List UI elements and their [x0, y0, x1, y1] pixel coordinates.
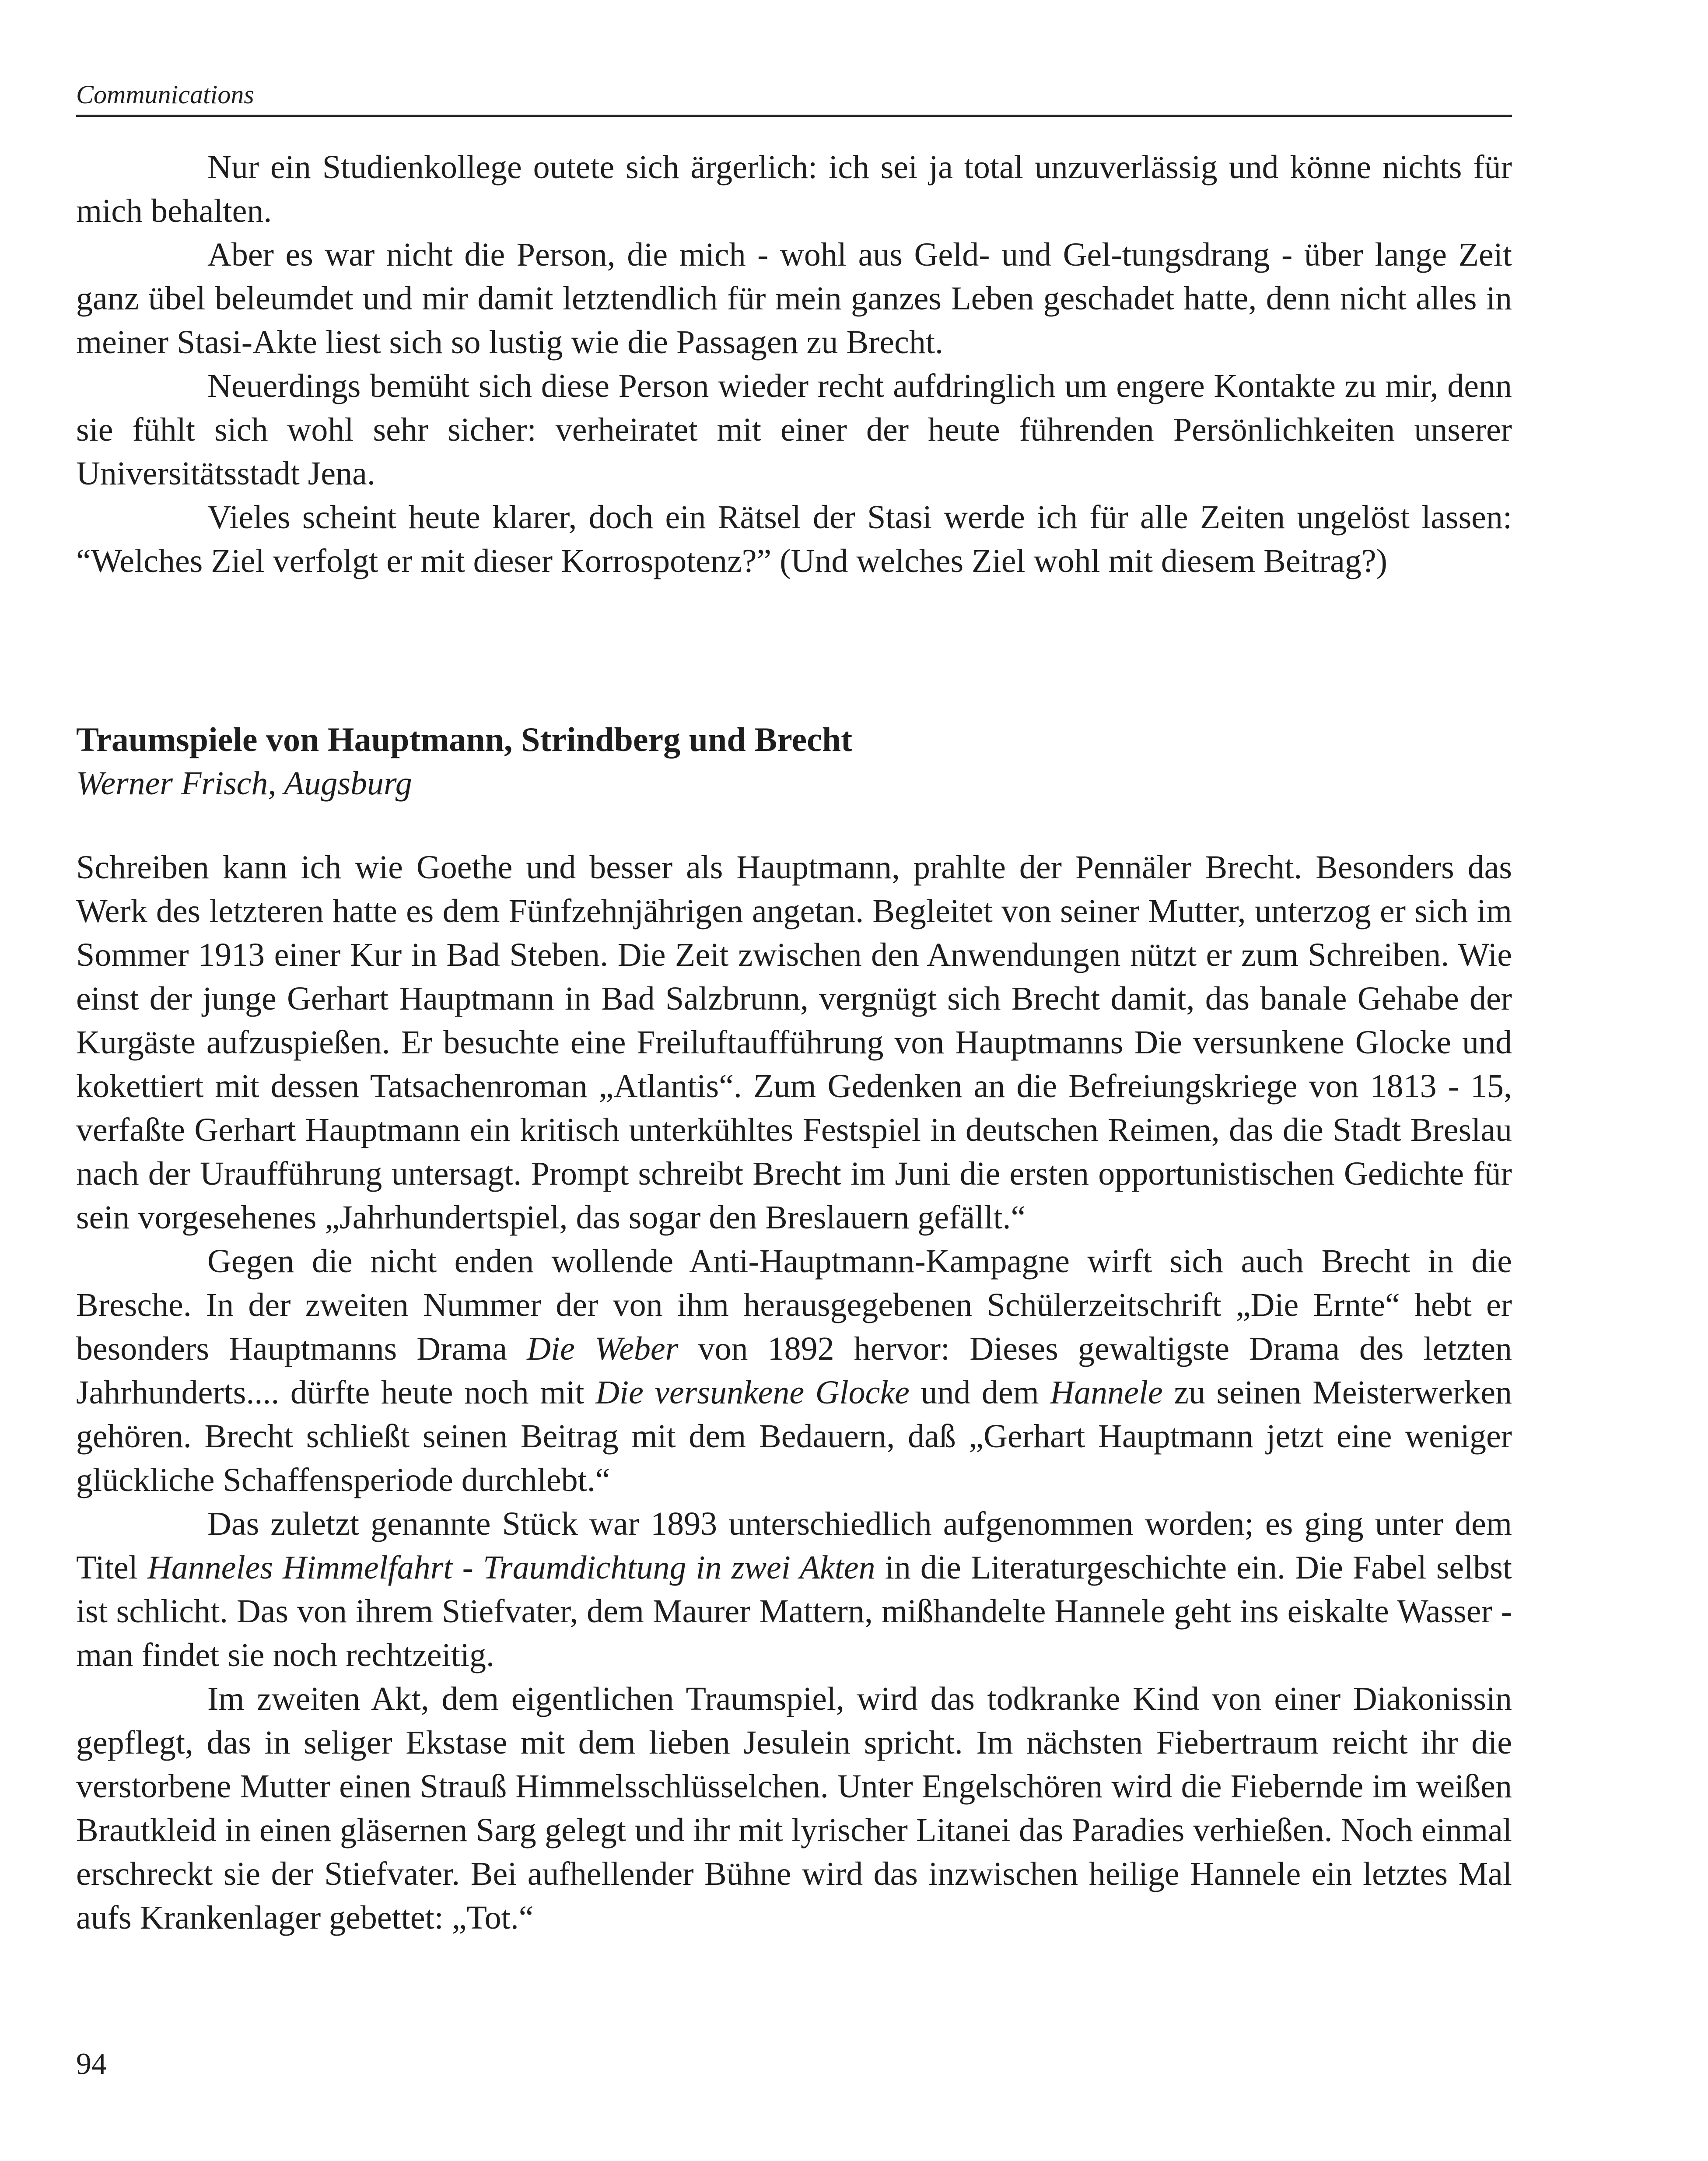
work-title: Hanneles Himmelfahrt - Traumdichtung in zwei Akten — [147, 1549, 875, 1586]
paragraph: Neuerdings bemüht sich diese Person wieder recht aufdringlich um engere Kontakte zu mir, denn sie fühlt sich wohl sehr sicher: verheiratet mit einer der heute führenden Persönlichkeiten unserer Universitätsstadt Jena. — [76, 368, 1512, 492]
text-run: und dem — [909, 1374, 1050, 1411]
text-run: zu seinen Meisterwerken gehören. Brecht schließt seinen Beitrag mit dem Bedauern, daß „Gerhart Hauptmann jetzt eine weniger glückliche Schaffensperiode durchlebt.“ — [76, 1374, 1512, 1498]
page-number: 94 — [76, 2047, 107, 2081]
paragraph: Im zweiten Akt, dem eigentlichen Traumspiel, wird das todkranke Kind von einer Diakonissin gepflegt, das in seliger Ekstase mit dem lieben Jesulein spricht. Im nächsten Fiebertraum reicht ihr die verstorbene Mutter einen Strauß Himmelsschlüsselchen. Unter Engelschören wird die Fiebernde im weißen Brautkleid in einen gläsernen Sarg gelegt und ihr mit lyrischer Litanei das Paradies verhießen. Noch einmal erschreckt sie der Stiefvater. Bei aufhellender Bühne wird das inzwischen heilige Hannele ein letztes Mal aufs Krankenlager gebettet: „Tot.“ — [76, 1680, 1512, 1936]
text-run: von 1892 hervor: Dieses gewaltigste Drama des letzten Jahrhunderts.... dürfte heute noch mit — [76, 1330, 1512, 1411]
article-author: Werner Frisch, Augsburg — [76, 765, 412, 802]
paragraph — [76, 1239, 1512, 1502]
paragraph — [76, 1502, 1512, 1677]
paragraph: Nur ein Studienkollege outete sich ärgerlich: ich sei ja total unzuverlässig und könne nichts für mich behalten. — [76, 149, 1512, 229]
text-run: in die Literaturgeschichte ein. Die Fabel selbst ist schlicht. Das von ihrem Stiefvater, dem Maurer Mattern, mißhandelte Hannele geht ins eiskalte Wasser - man findet sie noch rechtzeitig. — [76, 1549, 1512, 1673]
paragraph: Vieles scheint heute klarer, doch ein Rätsel der Stasi werde ich für alle Zeiten ungelöst lassen: “Welches Ziel verfolgt er mit dieser Korrospotenz?” (Und welches Ziel wohl mit diesem Beitrag?) — [76, 499, 1512, 579]
text-run: Das zuletzt genannte Stück war 1893 unterschiedlich aufgenommen worden; es ging unter dem Titel — [76, 1505, 1512, 1586]
text-run: Gegen die nicht enden wollende Anti-Hauptmann-Kampagne wirft sich auch Brecht in die Bresche. In der zweiten Nummer der von ihm herausgegebenen Schülerzeitschrift „Die Ernte“ hebt er besonders Hauptmanns Drama — [76, 1243, 1512, 1367]
article-body — [76, 845, 1512, 1940]
header-rule — [76, 115, 1512, 117]
document-page — [76, 0, 1512, 2161]
work-title: Hannele — [1050, 1374, 1163, 1411]
previous-article-ending — [76, 145, 1512, 583]
paragraph: Aber es war nicht die Person, die mich - wohl aus Geld- und Gel-tungsdrang - über lange Zeit ganz übel beleumdet und mir damit letztendlich für mein ganzes Leben geschadet hatte, denn nicht alles in meiner Stasi-Akte liest sich so lustig wie die Passagen zu Brecht. — [76, 236, 1512, 361]
running-head: Communications — [76, 80, 254, 109]
paragraph: Schreiben kann ich wie Goethe und besser als Hauptmann, prahlte der Pennäler Brecht. Besonders das Werk des letzteren hatte es dem Fünfzehnjährigen angetan. Begleitet von seiner Mutter, unterzog er sich im Sommer 1913 einer Kur in Bad Steben. Die Zeit zwischen den Anwendungen nützt er zum Schreiben. Wie einst der junge Gerhart Hauptmann in Bad Salzbrunn, vergnügt sich Brecht damit, das banale Gehabe der Kurgäste aufzuspießen. Er besuchte eine Freiluftaufführung von Hauptmanns Die versunkene Glocke und kokettiert mit dessen Tatsachenroman „Atlantis“. Zum Gedenken an die Befreiungskriege von 1813 - 15, verfaßte Gerhart Hauptmann ein kritisch unterkühltes Festspiel in deutschen Reimen, das die Stadt Breslau nach der Uraufführung untersagt. Prompt schreibt Brecht im Juni die ersten opportunistischen Gedichte für sein vorgesehenes „Jahrhundertspiel, das sogar den Breslauern gefällt.“ — [76, 849, 1512, 1236]
work-title: Die versunkene Glocke — [595, 1374, 910, 1411]
article-title: Traumspiele von Hauptmann, Strindberg und Brecht — [76, 720, 853, 758]
work-title: Die Weber — [527, 1330, 679, 1367]
